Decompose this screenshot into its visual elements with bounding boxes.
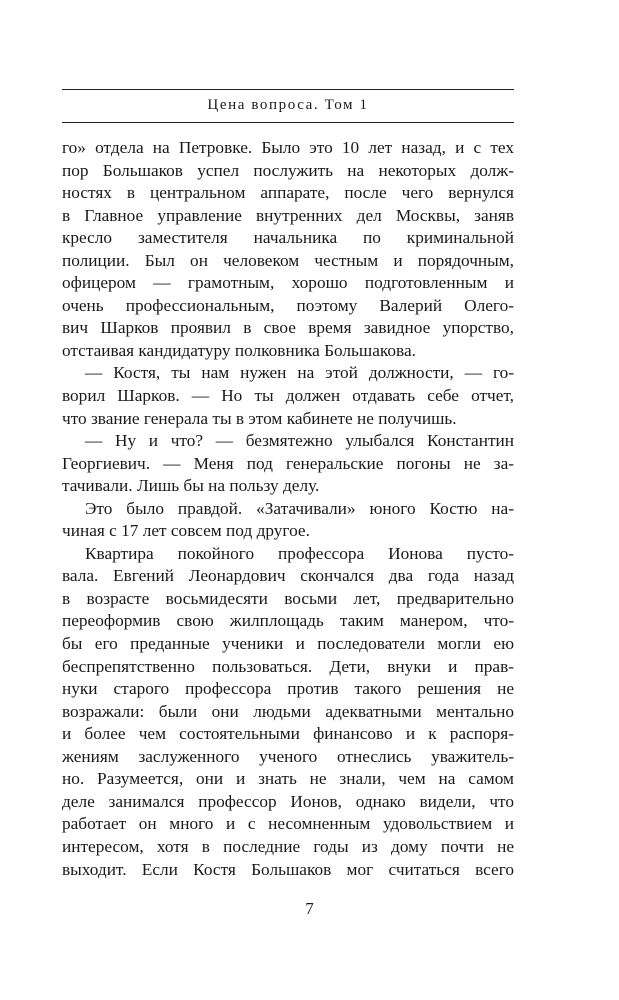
text-line: Георгиевич. — Меня под генеральские погоны не за-	[62, 453, 514, 473]
text-line: — Костя, ты нам нужен на этой должности, — го-	[85, 363, 514, 383]
text-line: тачивали. Лишь бы на пользу делу.	[62, 476, 320, 496]
text-line: но. Разумеется, они и знать не знали, чем на самом	[62, 769, 514, 789]
running-head-bar	[62, 89, 514, 123]
text-line: в Главное управление внутренних дел Москвы, заняв	[62, 205, 514, 225]
text-line: ностях в центральном аппарате, после чего вернулся	[62, 183, 514, 203]
text-line: интересом, хотя в последние годы из дому почти не	[62, 836, 514, 856]
text-line: бы его преданные ученики и последователи могли ею	[62, 634, 514, 654]
text-line: пор Большаков успел послужить на некоторых долж-	[62, 160, 514, 180]
text-line: выходит. Если Костя Большаков мог считаться всего	[62, 859, 514, 879]
page-number: 7	[305, 899, 314, 918]
text-line: Это было правдой. «Затачивали» юного Костю на-	[85, 498, 514, 518]
text-line: вала. Евгений Леонардович скончался два года назад	[62, 566, 514, 586]
text-line: нуки старого профессора против такого решения не	[62, 679, 514, 699]
text-line: очень профессиональным, поэтому Валерий Олего-	[62, 295, 514, 315]
text-line: отстаивая кандидатуру полковника Большакова.	[62, 340, 416, 360]
text-line: офицером — грамотным, хорошо подготовленным и	[62, 273, 514, 293]
text-line: в возрасте восьмидесяти восьми лет, предварительно	[62, 588, 514, 608]
text-line: вич Шарков проявил в свое время завидное упорство,	[62, 318, 514, 338]
text-line: — Ну и что? — безмятежно улыбался Константин	[85, 431, 514, 451]
text-line: го» отдела на Петровке. Было это 10 лет назад, и с тех	[62, 138, 514, 157]
text-line: полиции. Был он человеком честным и порядочным,	[62, 250, 514, 270]
text-line: ворил Шарков. — Но ты должен отдавать себе отчет,	[62, 386, 514, 406]
text-line: работает он много и с несомненным удовольствием и	[62, 814, 514, 834]
text-line: переоформив свою жилплощадь таким манером, что-	[62, 611, 514, 631]
running-head: Цена вопроса. Том 1	[207, 97, 369, 113]
text-line: деле занимался профессор Ионов, однако видели, что	[62, 791, 514, 811]
text-line: кресло заместителя начальника по криминальной	[62, 228, 514, 248]
text-line: Квартира покойного профессора Ионова пусто-	[85, 543, 514, 563]
text-line: и более чем состоятельными финансово и к распоря-	[62, 724, 514, 744]
text-line: что звание генерала ты в этом кабинете не получишь.	[62, 408, 457, 428]
text-line: беспрепятственно пользоваться. Дети, внуки и прав-	[62, 656, 514, 676]
body-text	[62, 137, 514, 881]
text-line: возражали: были они людьми адекватными ментально	[62, 701, 514, 721]
text-line: чиная с 17 лет совсем под другое.	[62, 521, 310, 541]
text-line: жениям заслуженного ученого отнеслись уважитель-	[62, 746, 514, 766]
